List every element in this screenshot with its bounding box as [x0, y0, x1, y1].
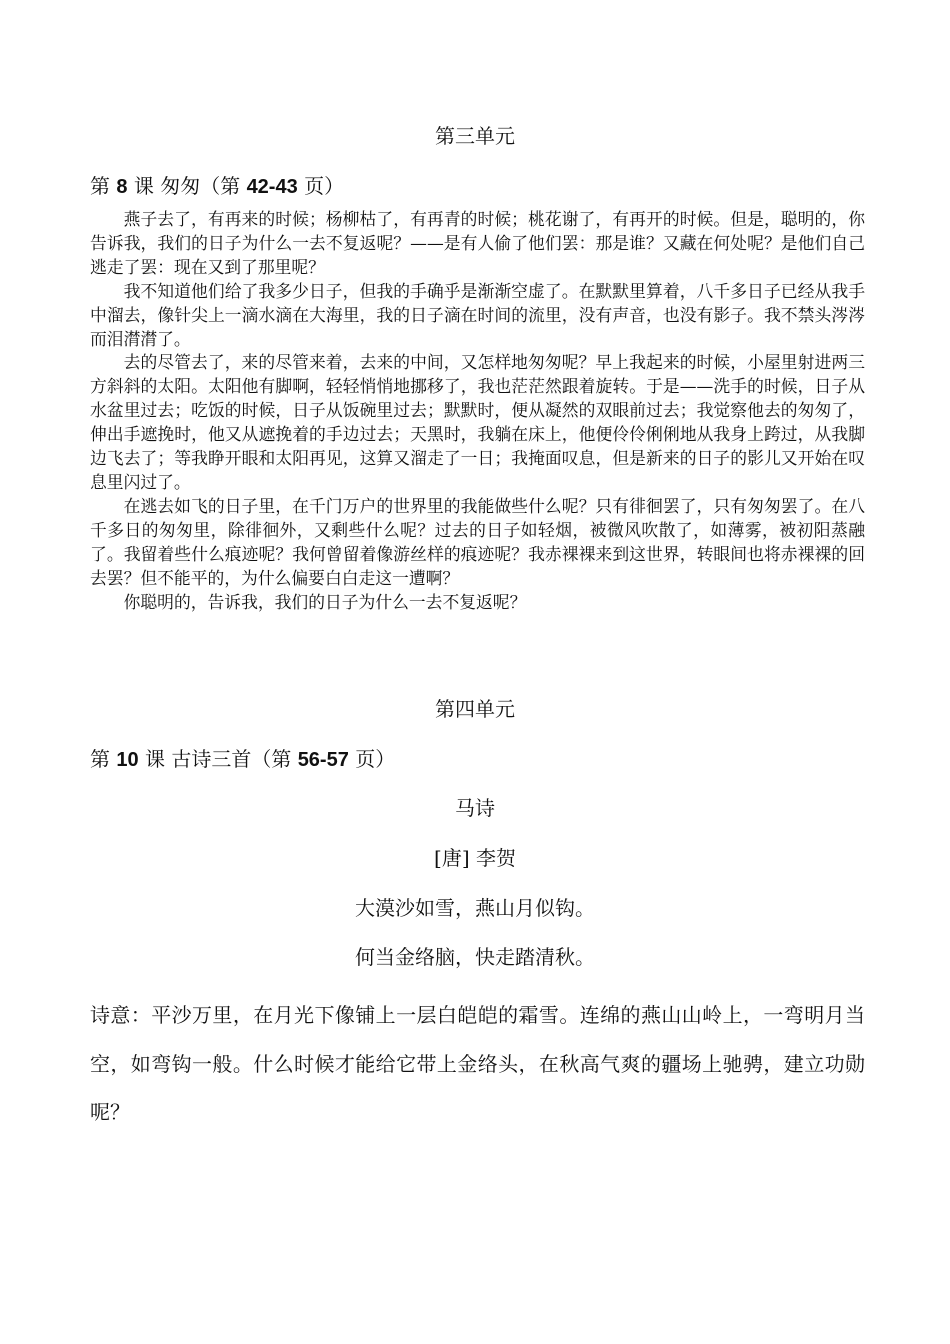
paragraph: 去的尽管去了，来的尽管来着，去来的中间，又怎样地匆匆呢？早上我起来的时候，小屋里射进两三方斜斜的太阳。太阳他有脚啊，轻轻悄悄地挪移了，我也茫茫然跟着旋转。于是——洗手的时候，日子从水盆里过去；吃饭的时候，日子从饭碗里过去；默默时，便从凝然的双眼前过去；我觉察他去的匆匆了，伸出手遮挽时，他又从遮挽着的手边过去；天黑时，我躺在床上，他便伶伶俐俐地从我身上跨过，从我脚边飞去了；等我睁开眼和太阳再见，这算又溜走了一日；我掩面叹息，但是新来的日子的影儿又开始在叹息里闪过了。 — [90, 352, 865, 492]
lesson-prefix: 第 — [90, 747, 117, 771]
poem-line: 何当金络脑，快走踏清秋。 — [355, 945, 595, 969]
poem-line: 大漠沙如雪，燕山月似钩。 — [355, 896, 595, 920]
lesson-number: 8 — [116, 176, 128, 198]
lesson-middle: 课 古诗三首（第 — [138, 747, 298, 771]
lesson-pages: 56-57 — [297, 749, 349, 771]
poem-meaning: 诗意：平沙万里，在月光下像铺上一层白皑皑的霜雪。连绵的燕山山岭上，一弯明月当空，如弯钩一般。什么时候才能给它带上金络头，在秋高气爽的疆场上驰骋，建立功勋呢？ — [90, 1003, 865, 1124]
paragraph: 你聪明的，告诉我，我们的日子为什么一去不复返呢？ — [123, 591, 527, 612]
paragraph: 在逃去如飞的日子里，在千门万户的世界里的我能做些什么呢？只有徘徊罢了，只有匆匆罢了。在八千多日的匆匆里，除徘徊外，又剩些什么呢？过去的日子如轻烟，被微风吹散了，如薄雾，被初阳蒸融了。我留着些什么痕迹呢？我何曾留着像游丝样的痕迹呢？我赤裸裸来到这世界，转眼间也将赤裸裸的回去罢？但不能平的，为什么偏要白白走这一遭啊？ — [90, 495, 865, 588]
poem-title: 马诗 — [455, 796, 495, 820]
poem-author: [唐] 李贺 — [434, 846, 516, 870]
unit-three-title: 第三单元 — [435, 124, 515, 148]
lesson-middle: 课 匆匆（第 — [127, 174, 247, 198]
lesson-suffix: 页） — [348, 747, 396, 771]
lesson-suffix: 页） — [297, 174, 345, 198]
lesson-8-text — [90, 208, 865, 614]
paragraph: 燕子去了，有再来的时候；杨柳枯了，有再青的时候；桃花谢了，有再开的时候。但是，聪明的，你告诉我，我们的日子为什么一去不复返呢？——是有人偷了他们罢：那是谁？又藏在何处呢？是他们自己逃走了罢：现在又到了那里呢？ — [90, 209, 865, 277]
lesson-8-title — [90, 172, 344, 201]
lesson-pages: 42-43 — [246, 176, 298, 198]
lesson-10-title — [90, 745, 395, 774]
unit-four-title: 第四单元 — [435, 697, 515, 721]
lesson-prefix: 第 — [90, 174, 117, 198]
lesson-number: 10 — [116, 749, 139, 771]
paragraph: 我不知道他们给了我多少日子，但我的手确乎是渐渐空虚了。在默默里算着，八千多日子已经从我手中溜去，像针尖上一滴水滴在大海里，我的日子滴在时间的流里，没有声音，也没有影子。我不禁头涔涔而泪潸潸了。 — [90, 280, 865, 349]
